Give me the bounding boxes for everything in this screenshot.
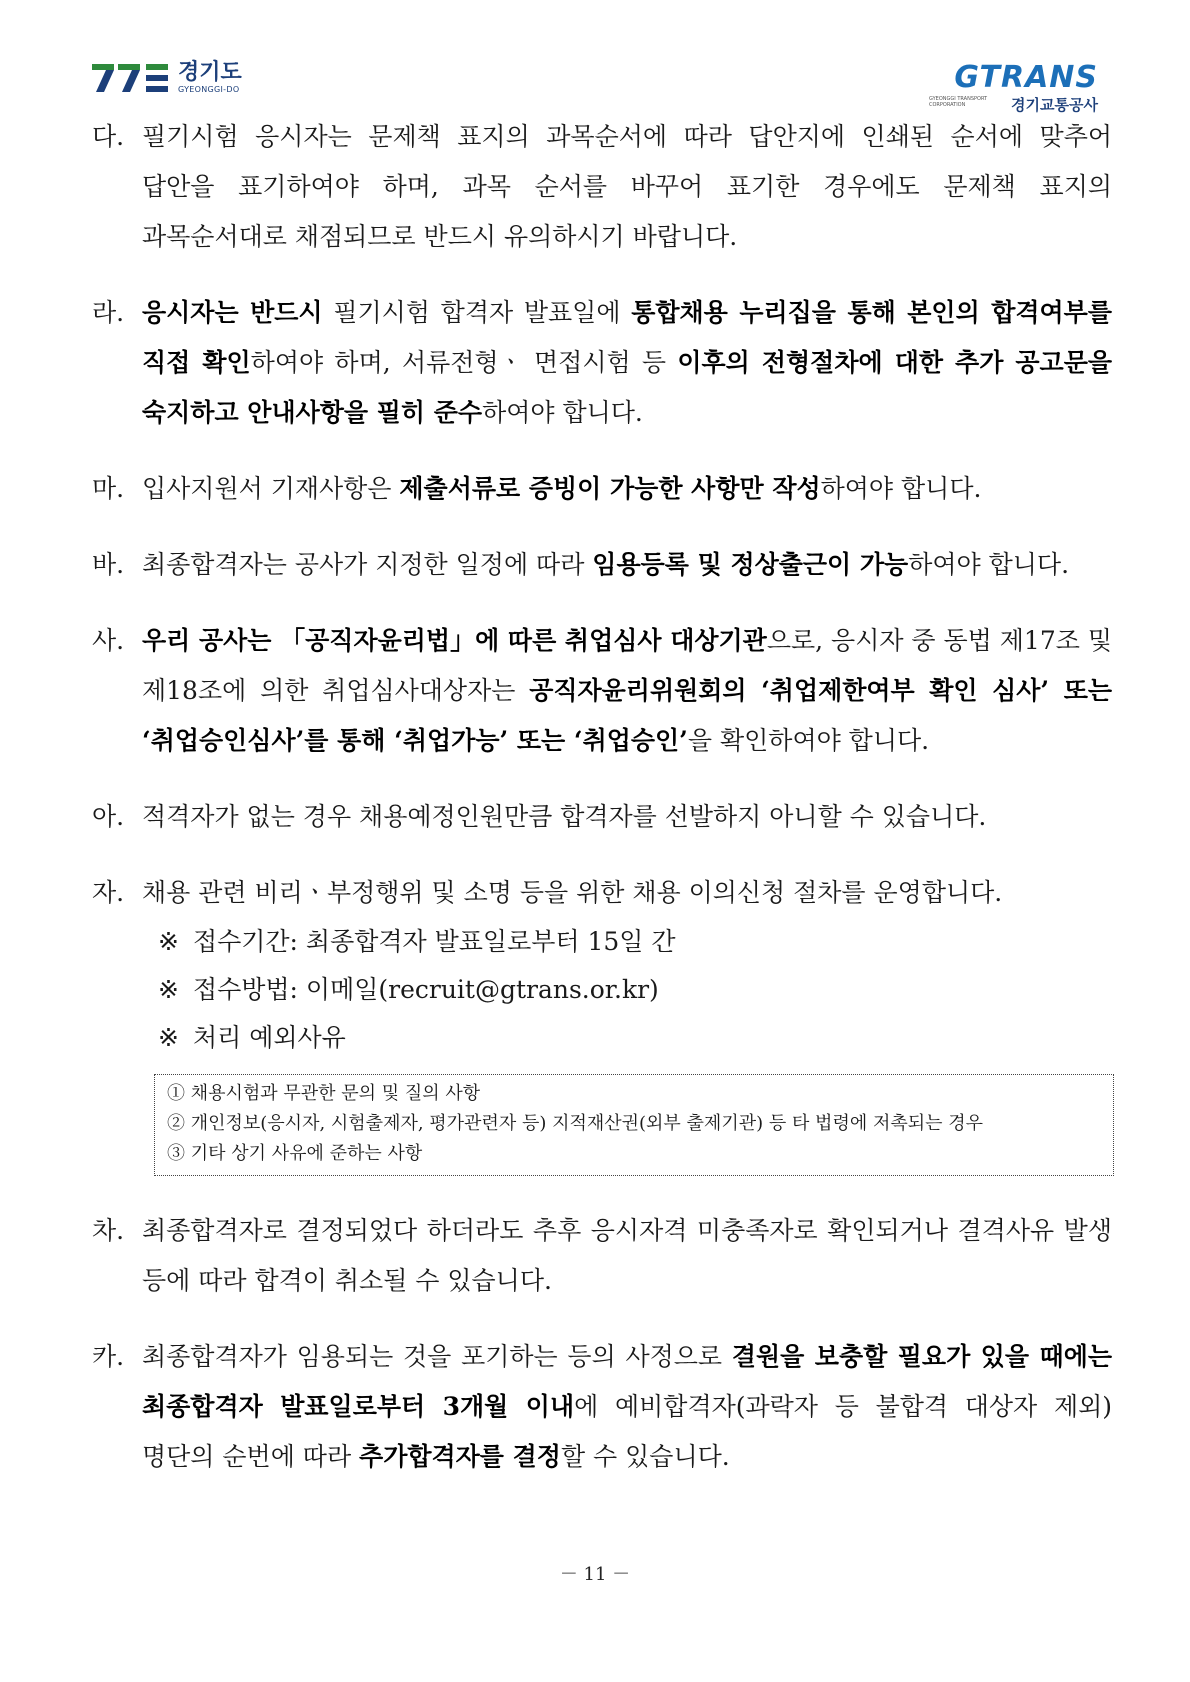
plain-text: 하여야 합니다. [482,398,643,427]
notice-item-ba [92,540,1112,590]
reference-mark-icon: ※ [158,975,179,1004]
note-text: 처리 예외사유 [192,1023,346,1052]
emphasis-text: 통합채용 누리집을 통해 본인의 합격여부를 직접 확인 [142,298,1112,377]
plain-text: 필기시험 합격자 발표일에 [322,298,632,327]
item-text [142,1332,1112,1482]
exception-item: ③ 기타 상기 사유에 준하는 사항 [167,1143,423,1164]
plain-text: 으로, 응시자 중 동법 제17조 및 제18조에 의한 취업심사대상자는 [142,626,1112,705]
plain-text: 입사지원서 기재사항은 [142,474,400,503]
item-text [142,616,1112,766]
plain-text: 에 예비합격자(과락자 등 불합격 대상자 제외) 명단의 순번에 따라 [142,1392,1112,1471]
emphasis-text: 제출서류로 증빙이 가능한 사항만 작성 [399,474,821,503]
item-text [142,288,1112,438]
notice-item-sa [92,616,1112,766]
gtrans-logo [923,58,1098,118]
item-text: 적격자가 없는 경우 채용예정인원만큼 합격자를 선발하지 아니할 수 있습니다. [142,802,987,831]
item-text [142,540,1112,590]
notice-item-da [92,112,1112,262]
item-marker: 라. [92,298,125,327]
gtrans-logo-english: GYEONGGI TRANSPORT CORPORATION [929,96,988,108]
item-text [142,464,1112,514]
item-marker: 차. [92,1216,125,1245]
emphasis-text: 결원을 보충할 필요가 있을 때에는 최종합격자 발표일로부터 3개월 이내 [142,1342,1112,1421]
note-text: 접수방법: 이메일(recruit@gtrans.or.kr) [192,975,659,1004]
item-marker: 사. [92,626,125,655]
notice-item-ka [92,1332,1112,1482]
note-line [92,918,1112,966]
emphasis-text: 공직자윤리위원회의 ‘취업제한여부 확인 심사’ 또는 ‘취업승인심사’를 통해 ‘취업가능’ 또는 ‘취업승인’ [142,676,1112,755]
plain-text: 최종합격자는 공사가 지정한 일정에 따라 [142,550,593,579]
plain-text: 하여야 합니다. [908,550,1070,579]
exception-box [154,1074,1114,1176]
item-marker: 카. [92,1342,125,1371]
emphasis-text: 임용등록 및 정상출근이 가능 [592,550,909,579]
item-text: 최종합격자로 결정되었다 하더라도 추후 응시자격 미충족자로 확인되거나 결격사유 발생 등에 따라 합격이 취소될 수 있습니다. [142,1216,1112,1295]
notice-item-ra [92,288,1112,438]
gyeonggi-logo-korean: 경기도 [178,60,242,85]
notice-item-ja [92,868,1112,918]
plain-text: 하여야 하며, 서류전형ㆍ 면접시험 등 [250,348,678,377]
emphasis-text: 추가합격자를 결정 [359,1442,561,1471]
emphasis-text: 이후의 전형절차에 대한 추가 공고문을 숙지하고 안내사항을 필히 준수 [142,348,1113,427]
exception-item: ① 채용시험과 무관한 문의 및 질의 사항 [167,1083,481,1104]
reference-mark-icon: ※ [158,927,179,956]
exception-item: ② 개인정보(응시자, 시험출제자, 평가관련자 등) 지적재산권(외부 출제기관) 등 타 법령에 저촉되는 경우 [167,1113,983,1134]
notice-content [92,112,1112,1482]
item-marker: 아. [92,802,125,831]
item-marker: 자. [92,878,125,907]
reference-mark-icon: ※ [158,1023,179,1052]
item-marker: 마. [92,474,125,503]
gyeonggi-logo [92,62,242,94]
emphasis-text: 응시자는 반드시 [142,298,323,327]
item-marker: 바. [92,550,125,579]
item-text: 필기시험 응시자는 문제책 표지의 과목순서에 따라 답안지에 인쇄된 순서에 맞추어 답안을 표기하여야 하며, 과목 순서를 바꾸어 표기한 경우에도 문제책 표지의 과목순서대로 채점되므로 반드시 유의하시기 바랍니다. [142,122,1112,251]
gtrans-logo-korean: 경기교통공사 [1011,96,1098,114]
item-text: 채용 관련 비리ㆍ부정행위 및 소명 등을 위한 채용 이의신청 절차를 운영합니다. [142,878,1003,907]
plain-text: 할 수 있습니다. [560,1442,730,1471]
emphasis-text: 우리 공사는 「공직자윤리법」에 따른 취업심사 대상기관 [142,626,767,655]
gtrans-logo-mark: GTRANS [954,60,1098,95]
notice-item-cha [92,1206,1112,1306]
note-text: 접수기간: 최종합격자 발표일로부터 15일 간 [192,927,676,956]
page-header [0,0,1190,120]
gyeonggi-logo-mark-icon [92,62,170,94]
notice-item-a [92,792,1112,842]
page-number: － 11 － [559,1564,631,1585]
plain-text: 을 확인하여야 합니다. [687,726,930,755]
note-line [92,1014,1112,1062]
gyeonggi-logo-english: GYEONGGI-DO [178,85,240,94]
plain-text: 하여야 합니다. [820,474,982,503]
item-marker: 다. [92,122,125,151]
notice-item-ma [92,464,1112,514]
plain-text: 최종합격자가 임용되는 것을 포기하는 등의 사정으로 [142,1342,732,1371]
note-line [92,966,1112,1014]
